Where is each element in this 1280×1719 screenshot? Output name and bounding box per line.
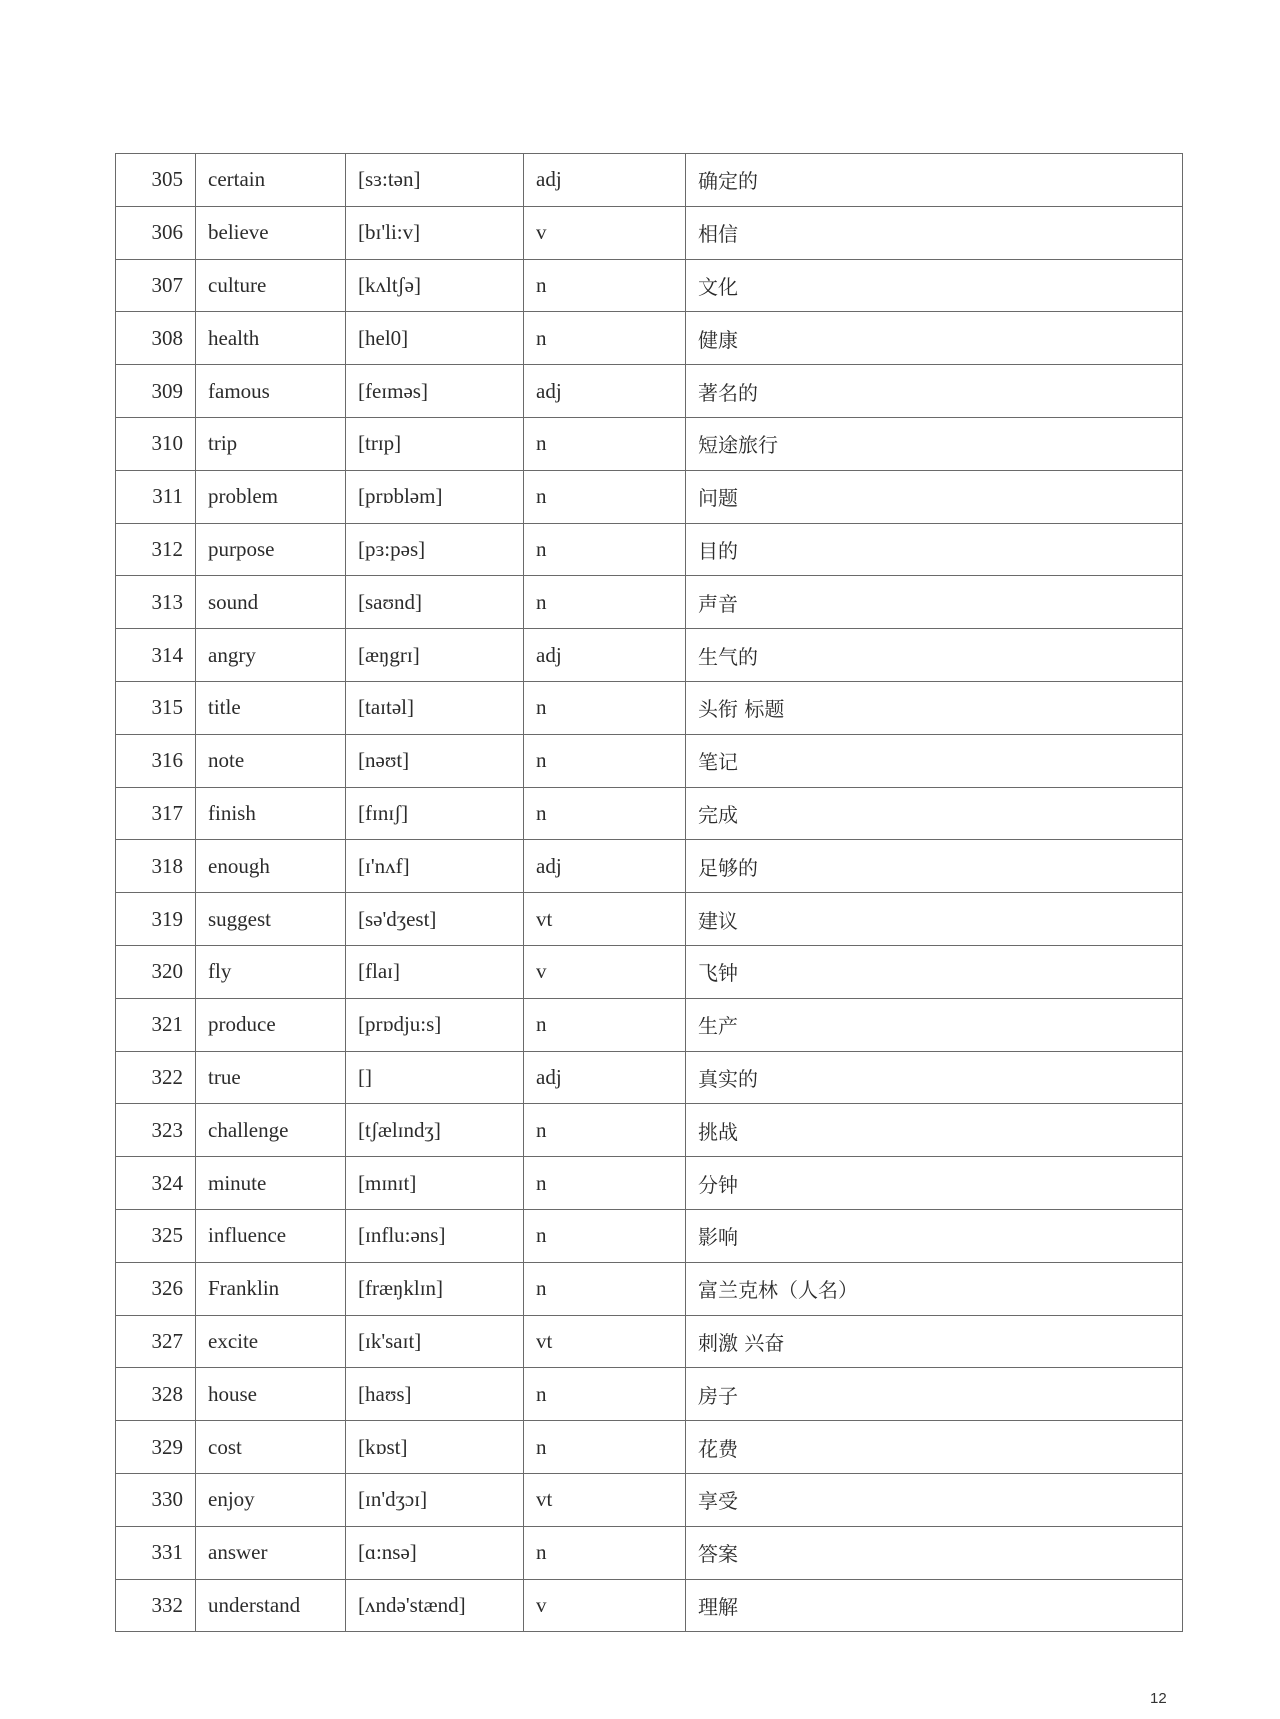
part-of-speech: n <box>524 1262 686 1315</box>
phonetic-transcription: [saʊnd] <box>346 576 524 629</box>
table-row <box>116 998 1183 1051</box>
table-row <box>116 1315 1183 1368</box>
chinese-meaning: 笔记 <box>686 734 1183 787</box>
phonetic-transcription: [taɪtəl] <box>346 681 524 734</box>
part-of-speech: v <box>524 1579 686 1632</box>
part-of-speech: n <box>524 417 686 470</box>
part-of-speech: adj <box>524 365 686 418</box>
chinese-meaning: 真实的 <box>686 1051 1183 1104</box>
table-row <box>116 893 1183 946</box>
chinese-meaning: 著名的 <box>686 365 1183 418</box>
table-row <box>116 1526 1183 1579</box>
word-number: 326 <box>116 1262 196 1315</box>
table-row <box>116 576 1183 629</box>
word-number: 318 <box>116 840 196 893</box>
word-number: 310 <box>116 417 196 470</box>
english-word: trip <box>196 417 346 470</box>
part-of-speech: v <box>524 945 686 998</box>
part-of-speech: n <box>524 1526 686 1579</box>
chinese-meaning: 生气的 <box>686 629 1183 682</box>
phonetic-transcription: [ɪ'nʌf] <box>346 840 524 893</box>
table-row <box>116 734 1183 787</box>
table-row <box>116 1579 1183 1632</box>
part-of-speech: n <box>524 1104 686 1157</box>
english-word: minute <box>196 1157 346 1210</box>
vocabulary-table-body <box>116 154 1183 1632</box>
chinese-meaning: 房子 <box>686 1368 1183 1421</box>
english-word: problem <box>196 470 346 523</box>
chinese-meaning: 花费 <box>686 1421 1183 1474</box>
part-of-speech: n <box>524 1209 686 1262</box>
chinese-meaning: 相信 <box>686 206 1183 259</box>
chinese-meaning: 文化 <box>686 259 1183 312</box>
word-number: 322 <box>116 1051 196 1104</box>
table-row <box>116 1262 1183 1315</box>
table-row <box>116 1421 1183 1474</box>
chinese-meaning: 完成 <box>686 787 1183 840</box>
phonetic-transcription: [kɒst] <box>346 1421 524 1474</box>
table-row <box>116 840 1183 893</box>
english-word: health <box>196 312 346 365</box>
table-row <box>116 206 1183 259</box>
english-word: finish <box>196 787 346 840</box>
english-word: house <box>196 1368 346 1421</box>
part-of-speech: n <box>524 998 686 1051</box>
english-word: Franklin <box>196 1262 346 1315</box>
phonetic-transcription: [tʃælɪndʒ] <box>346 1104 524 1157</box>
chinese-meaning: 享受 <box>686 1473 1183 1526</box>
english-word: believe <box>196 206 346 259</box>
chinese-meaning: 健康 <box>686 312 1183 365</box>
english-word: culture <box>196 259 346 312</box>
english-word: understand <box>196 1579 346 1632</box>
word-number: 305 <box>116 154 196 207</box>
phonetic-transcription: [ʌndə'stænd] <box>346 1579 524 1632</box>
phonetic-transcription: [ɑ:nsə] <box>346 1526 524 1579</box>
word-number: 328 <box>116 1368 196 1421</box>
english-word: true <box>196 1051 346 1104</box>
english-word: purpose <box>196 523 346 576</box>
part-of-speech: n <box>524 312 686 365</box>
word-number: 330 <box>116 1473 196 1526</box>
table-row <box>116 1051 1183 1104</box>
english-word: produce <box>196 998 346 1051</box>
phonetic-transcription: [nəʊt] <box>346 734 524 787</box>
table-row <box>116 681 1183 734</box>
phonetic-transcription: [sə'dʒest] <box>346 893 524 946</box>
english-word: angry <box>196 629 346 682</box>
table-row <box>116 154 1183 207</box>
chinese-meaning: 短途旅行 <box>686 417 1183 470</box>
part-of-speech: n <box>524 576 686 629</box>
part-of-speech: n <box>524 681 686 734</box>
part-of-speech: vt <box>524 1315 686 1368</box>
phonetic-transcription: [bɪ'li:v] <box>346 206 524 259</box>
word-number: 321 <box>116 998 196 1051</box>
phonetic-transcription: [ɪk'saɪt] <box>346 1315 524 1368</box>
word-number: 319 <box>116 893 196 946</box>
chinese-meaning: 富兰克林（人名） <box>686 1262 1183 1315</box>
english-word: influence <box>196 1209 346 1262</box>
english-word: answer <box>196 1526 346 1579</box>
table-row <box>116 365 1183 418</box>
table-row <box>116 1209 1183 1262</box>
part-of-speech: n <box>524 523 686 576</box>
part-of-speech: v <box>524 206 686 259</box>
part-of-speech: adj <box>524 1051 686 1104</box>
table-row <box>116 1104 1183 1157</box>
table-row <box>116 629 1183 682</box>
chinese-meaning: 飞钟 <box>686 945 1183 998</box>
english-word: note <box>196 734 346 787</box>
phonetic-transcription: [ɪnflu:əns] <box>346 1209 524 1262</box>
english-word: suggest <box>196 893 346 946</box>
word-number: 306 <box>116 206 196 259</box>
table-row <box>116 1473 1183 1526</box>
page-number: 12 <box>1150 1690 1167 1707</box>
word-number: 331 <box>116 1526 196 1579</box>
word-number: 313 <box>116 576 196 629</box>
word-number: 332 <box>116 1579 196 1632</box>
part-of-speech: adj <box>524 629 686 682</box>
phonetic-transcription: [æŋgrɪ] <box>346 629 524 682</box>
chinese-meaning: 刺激 兴奋 <box>686 1315 1183 1368</box>
english-word: certain <box>196 154 346 207</box>
word-number: 323 <box>116 1104 196 1157</box>
part-of-speech: n <box>524 1368 686 1421</box>
chinese-meaning: 影响 <box>686 1209 1183 1262</box>
phonetic-transcription: [prɒbləm] <box>346 470 524 523</box>
chinese-meaning: 足够的 <box>686 840 1183 893</box>
table-row <box>116 312 1183 365</box>
part-of-speech: n <box>524 470 686 523</box>
chinese-meaning: 声音 <box>686 576 1183 629</box>
word-number: 312 <box>116 523 196 576</box>
table-row <box>116 417 1183 470</box>
phonetic-transcription: [fɪnɪʃ] <box>346 787 524 840</box>
word-number: 314 <box>116 629 196 682</box>
phonetic-transcription: [ɪn'dʒɔɪ] <box>346 1473 524 1526</box>
phonetic-transcription: [] <box>346 1051 524 1104</box>
english-word: famous <box>196 365 346 418</box>
table-row <box>116 523 1183 576</box>
table-row <box>116 945 1183 998</box>
part-of-speech: adj <box>524 154 686 207</box>
word-number: 317 <box>116 787 196 840</box>
chinese-meaning: 确定的 <box>686 154 1183 207</box>
part-of-speech: adj <box>524 840 686 893</box>
word-number: 320 <box>116 945 196 998</box>
word-number: 316 <box>116 734 196 787</box>
part-of-speech: vt <box>524 1473 686 1526</box>
chinese-meaning: 生产 <box>686 998 1183 1051</box>
table-row <box>116 470 1183 523</box>
phonetic-transcription: [fræŋklɪn] <box>346 1262 524 1315</box>
english-word: fly <box>196 945 346 998</box>
english-word: excite <box>196 1315 346 1368</box>
part-of-speech: n <box>524 787 686 840</box>
chinese-meaning: 目的 <box>686 523 1183 576</box>
word-number: 324 <box>116 1157 196 1210</box>
phonetic-transcription: [kʌltʃə] <box>346 259 524 312</box>
phonetic-transcription: [feɪməs] <box>346 365 524 418</box>
chinese-meaning: 头衔 标题 <box>686 681 1183 734</box>
word-number: 308 <box>116 312 196 365</box>
word-number: 311 <box>116 470 196 523</box>
table-row <box>116 259 1183 312</box>
english-word: sound <box>196 576 346 629</box>
chinese-meaning: 建议 <box>686 893 1183 946</box>
phonetic-transcription: [haʊs] <box>346 1368 524 1421</box>
chinese-meaning: 问题 <box>686 470 1183 523</box>
word-number: 315 <box>116 681 196 734</box>
chinese-meaning: 挑战 <box>686 1104 1183 1157</box>
english-word: enjoy <box>196 1473 346 1526</box>
word-number: 307 <box>116 259 196 312</box>
phonetic-transcription: [pɜ:pəs] <box>346 523 524 576</box>
phonetic-transcription: [sɜ:tən] <box>346 154 524 207</box>
chinese-meaning: 答案 <box>686 1526 1183 1579</box>
part-of-speech: n <box>524 1421 686 1474</box>
phonetic-transcription: [hel0] <box>346 312 524 365</box>
part-of-speech: vt <box>524 893 686 946</box>
phonetic-transcription: [mɪnɪt] <box>346 1157 524 1210</box>
vocabulary-table <box>115 153 1183 1632</box>
phonetic-transcription: [flaɪ] <box>346 945 524 998</box>
word-number: 309 <box>116 365 196 418</box>
english-word: enough <box>196 840 346 893</box>
phonetic-transcription: [trɪp] <box>346 417 524 470</box>
table-row <box>116 1368 1183 1421</box>
english-word: cost <box>196 1421 346 1474</box>
word-number: 327 <box>116 1315 196 1368</box>
word-number: 329 <box>116 1421 196 1474</box>
part-of-speech: n <box>524 734 686 787</box>
chinese-meaning: 理解 <box>686 1579 1183 1632</box>
phonetic-transcription: [prɒdju:s] <box>346 998 524 1051</box>
english-word: title <box>196 681 346 734</box>
english-word: challenge <box>196 1104 346 1157</box>
word-number: 325 <box>116 1209 196 1262</box>
chinese-meaning: 分钟 <box>686 1157 1183 1210</box>
part-of-speech: n <box>524 259 686 312</box>
table-row <box>116 1157 1183 1210</box>
part-of-speech: n <box>524 1157 686 1210</box>
table-row <box>116 787 1183 840</box>
